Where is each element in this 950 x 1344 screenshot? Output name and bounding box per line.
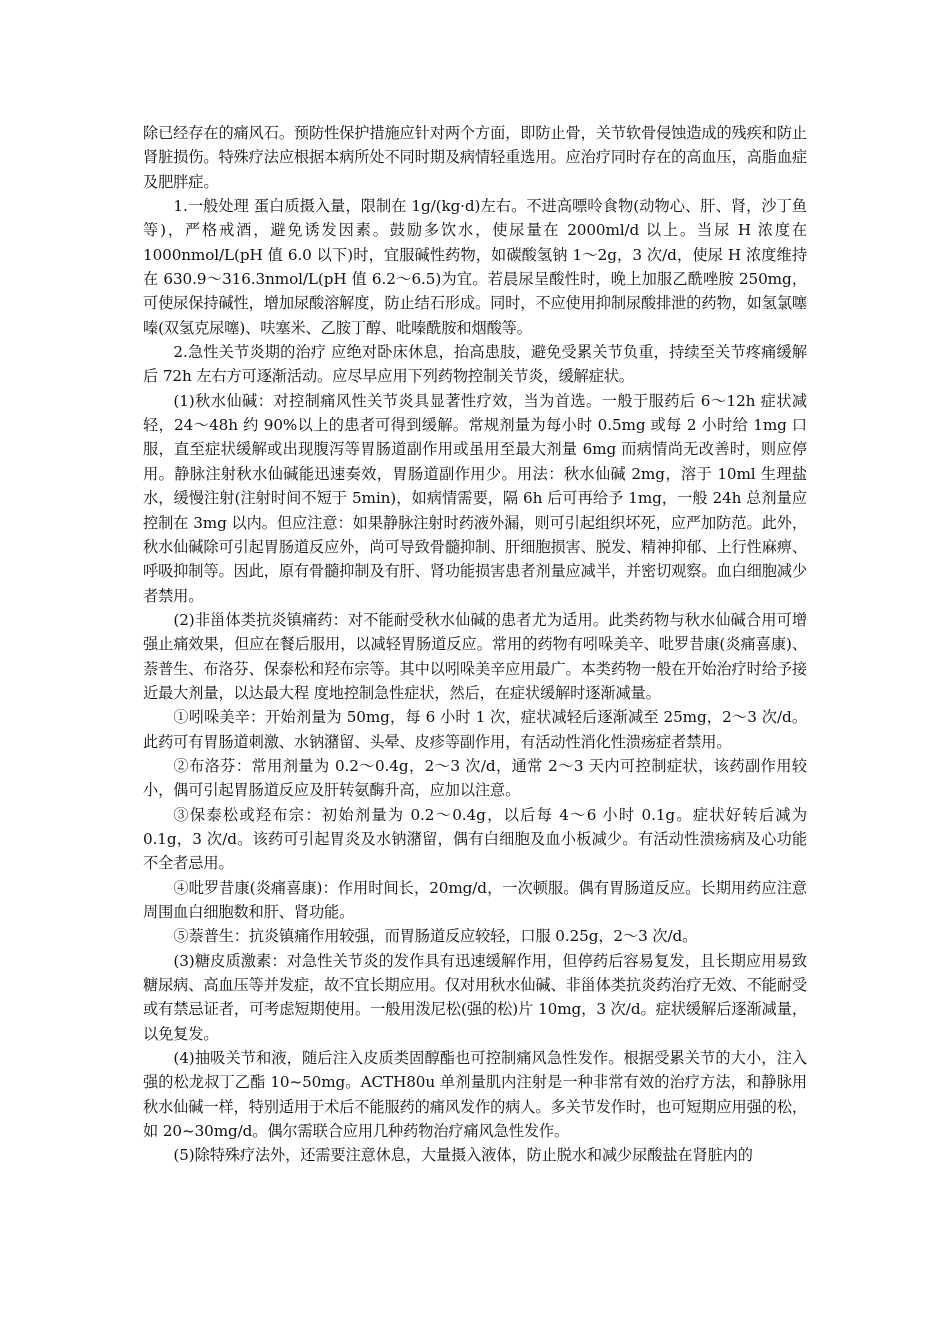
paragraph-naproxen: ⑤萘普生：抗炎镇痛作用较强，而胃肠道反应较轻，口服 0.25g，2～3 次/d。 xyxy=(173,927,698,946)
paragraph-indomethacin: ①吲哚美辛：开始剂量为 50mg，每 6 小时 1 次，症状减轻后逐渐减至 25mg，2～3 次/d。此药可有胃肠道刺激、水钠潴留、头晕、皮疹等副作用，有活动性消化性溃疡症者禁用。 xyxy=(143,708,807,751)
paragraph-acute-arthritis: 2.急性关节炎期的治疗 应绝对卧床休息，抬高患肢，避免受累关节负重，持续至关节疼痛缓解后 72h 左右方可逐渐活动。应尽早应用下列药物控制关节炎，缓解症状。 xyxy=(143,343,807,386)
paragraph-piroxicam: ④吡罗昔康(炎痛喜康)：作用时间长，20mg/d，一次顿服。偶有胃肠道反应。长期用药应注意周围血白细胞数和肝、肾功能。 xyxy=(143,878,807,921)
paragraph-general-treatment: 1.一般处理 蛋白质摄入量，限制在 1g/(kg·d)左右。不进高嘌呤食物(动物心、肝、肾，沙丁鱼等)，严格戒酒，避免诱发因素。鼓励多饮水，使尿量在 2000ml/d 以上。当尿 H 浓度在 1000nmol/L(pH 值 6.0 以下)时，宜服碱性药物，如碳酸氢钠 1～2g，3 次/d，使尿 H 浓度维持在 630.9～316.3nmol/L(pH 值 6.2～6.5)为宜。若晨尿呈酸性时，晚上加服乙酰唑胺 250mg，可使尿保持碱性，增加尿酸溶解度，防止结石形成。同时，不应使用抑制尿酸排泄的药物，如氢氯噻嗪(双氢克尿噻)、呋塞米、乙胺丁醇、吡嗪酰胺和烟酸等。 xyxy=(143,197,807,337)
paragraph-phenylbutazone: ③保泰松或羟布宗：初始剂量为 0.2～0.4g，以后每 4～6 小时 0.1g。症状好转后减为 0.1g，3 次/d。该药可引起胃炎及水钠潴留，偶有白细胞及血小板减少。有活动性溃疡病及心功能不全者忌用。 xyxy=(143,805,807,873)
paragraph-nsaids: (2)非甾体类抗炎镇痛药：对不能耐受秋水仙碱的患者尤为适用。此类药物与秋水仙碱合用可增强止痛效果，但应在餐后服用，以减轻胃肠道反应。常用的药物有吲哚美辛、吡罗昔康(炎痛喜康)、萘普生、布洛芬、保泰松和羟布宗等。其中以吲哚美辛应用最广。本类药物一般在开始治疗时给予接近最大剂量，以达最大程 度地控制急性症状，然后，在症状缓解时逐渐减量。 xyxy=(143,610,807,702)
paragraph-supportive-care: (5)除特殊疗法外，还需要注意休息，大量摄入液体，防止脱水和减少尿酸盐在肾脏内的 xyxy=(173,1146,753,1165)
document-body xyxy=(143,121,807,1168)
paragraph-joint-aspiration: (4)抽吸关节和液，随后注入皮质类固醇酯也可控制痛风急性发作。根据受累关节的大小，注入强的松龙叔丁乙酯 10~50mg。ACTH80u 单剂量肌内注射是一种非常有效的治疗方法，和静脉用秋水仙碱一样，特别适用于术后不能服药的痛风发作的病人。多关节发作时，也可短期应用强的松，如 20~30mg/d。偶尔需联合应用几种药物治疗痛风急性发作。 xyxy=(143,1049,807,1141)
paragraph-glucocorticoids: (3)糖皮质激素：对急性关节炎的发作具有迅速缓解作用，但停药后容易复发，且长期应用易致糖尿病、高血压等并发症，故不宜长期应用。仅对用秋水仙碱、非甾体类抗炎药治疗无效、不能耐受或有禁忌证者，可考虑短期使用。一般用泼尼松(强的松)片 10mg，3 次/d。症状缓解后逐渐减量，以免复发。 xyxy=(143,951,807,1043)
paragraph-intro: 除已经存在的痛风石。预防性保护措施应针对两个方面，即防止骨，关节软骨侵蚀造成的残疾和防止肾脏损伤。特殊疗法应根据本病所处不同时期及病情轻重选用。应治疗同时存在的高血压，高脂血症及肥胖症。 xyxy=(143,124,807,191)
paragraph-colchicine: (1)秋水仙碱：对控制痛风性关节炎具显著性疗效，当为首选。一般于服药后 6～12h 症状减轻，24～48h 约 90%以上的患者可得到缓解。常规剂量为每小时 0.5mg 或每 2 小时给 1mg 口服，直至症状缓解或出现腹泻等胃肠道副作用或虽用至最大剂量 6mg 而病情尚无改善时，则应停用。静脉注射秋水仙碱能迅速奏效，胃肠道副作用少。用法：秋水仙碱 2mg，溶于 10ml 生理盐水，缓慢注射(注射时间不短于 5min)，如病情需要，隔 6h 后可再给予 1mg，一般 24h 总剂量应控制在 3mg 以内。但应注意：如果静脉注射时药液外漏，则可引起组织坏死，应严加防范。此外，秋水仙碱除可引起胃肠道反应外，尚可导致骨髓抑制、肝细胞损害、脱发、精神抑郁、上行性麻痹、呼吸抑制等。因此，原有骨髓抑制及有肝、肾功能损害患者剂量应减半，并密切观察。血白细胞减少者禁用。 xyxy=(143,391,807,605)
paragraph-ibuprofen: ②布洛芬：常用剂量为 0.2～0.4g，2～3 次/d，通常 2～3 天内可控制症状，该药副作用较小，偶可引起胃肠道反应及肝转氨酶升高，应加以注意。 xyxy=(143,756,807,800)
